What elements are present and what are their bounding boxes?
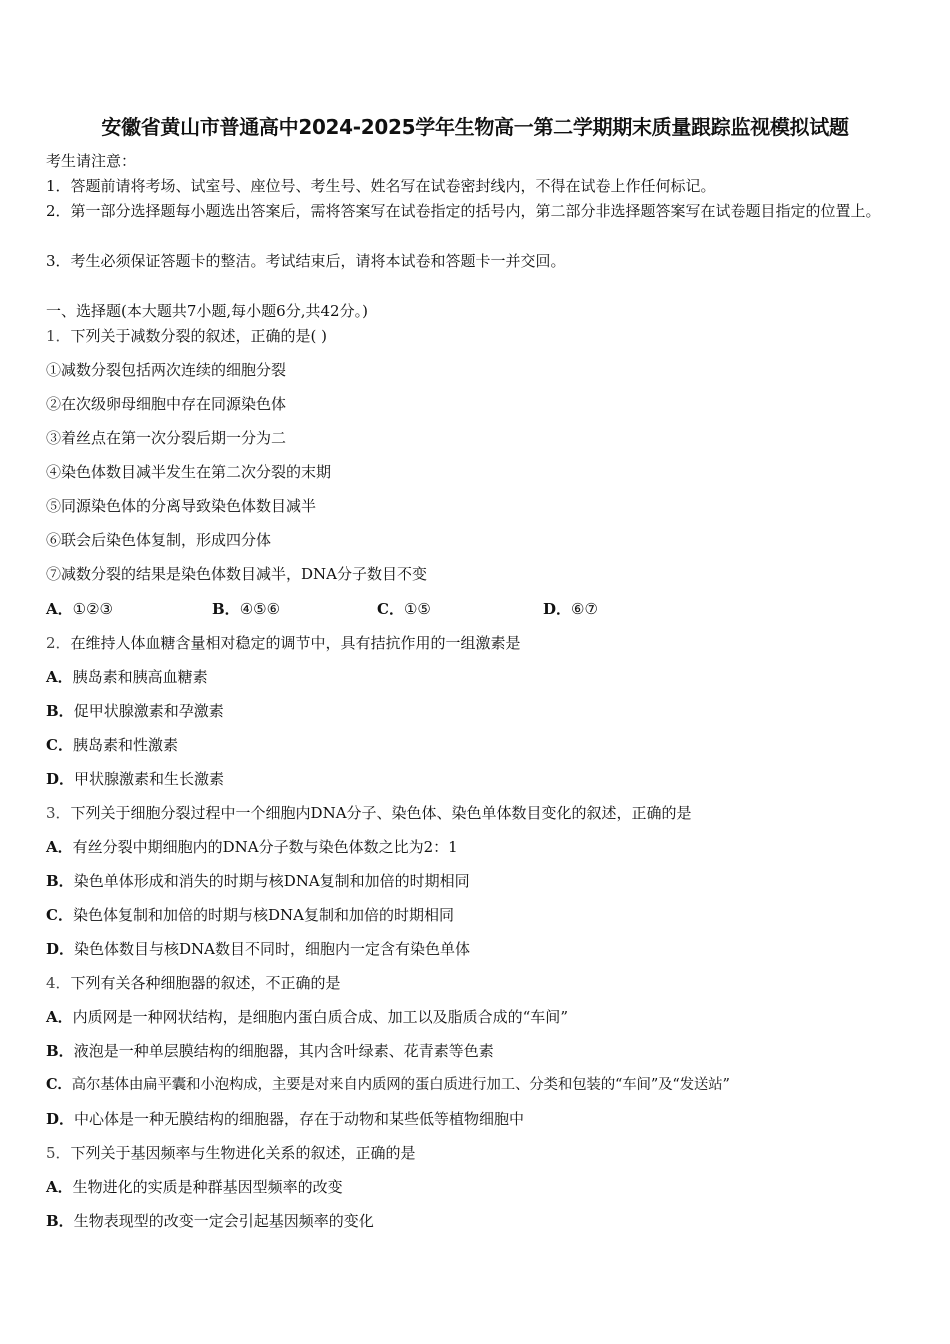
page-title: 安徽省黄山市普通高中2024-2025学年生物高一第二学期期末质量跟踪监视模拟试题 [101, 115, 849, 139]
question-number: 1． [46, 327, 71, 345]
question-4 [46, 972, 906, 994]
option-b[interactable]: B．促甲状腺激素和孕激素 [46, 702, 224, 720]
question-number: 3． [46, 804, 71, 822]
section-heading: 一、选择题(本大题共7小题,每小题6分,共42分。) [46, 302, 368, 320]
option-a[interactable]: A．有丝分裂中期细胞内的DNA分子数与染色体数之比为2：1 [46, 838, 458, 856]
statement: ③着丝点在第一次分裂后期一分为二 [46, 429, 287, 447]
option-b[interactable]: B．液泡是一种单层膜结构的细胞器，其内含叶绿素、花青素等色素 [46, 1042, 494, 1060]
question-stem: 在维持人体血糖含量相对稳定的调节中，具有拮抗作用的一组激素是 [70, 634, 521, 652]
question-2 [46, 632, 906, 654]
question-stem: 下列关于基因频率与生物进化关系的叙述，正确的是 [70, 1144, 416, 1162]
statement: ⑤同源染色体的分离导致染色体数目减半 [46, 497, 317, 515]
question-1-options [46, 598, 906, 620]
question-stem: 下列关于细胞分裂过程中一个细胞内DNA分子、染色体、染色单体数目变化的叙述，正确的是 [70, 804, 692, 822]
statement: ②在次级卵母细胞中存在同源染色体 [46, 395, 287, 413]
statement: ④染色体数目减半发生在第二次分裂的末期 [46, 463, 332, 481]
option-a[interactable]: A．内质网是一种网状结构，是细胞内蛋白质合成、加工以及脂质合成的“车间” [46, 1008, 568, 1026]
question-number: 2． [46, 634, 71, 652]
question-stem: 下列关于减数分裂的叙述，正确的是( ) [70, 327, 328, 345]
question-1 [46, 325, 906, 347]
notice-item-1: 1．答题前请将考场、试室号、座位号、考生号、姓名写在试卷密封线内，不得在试卷上作任何标记。 [46, 177, 716, 195]
option-a[interactable]: A．生物进化的实质是种群基因型频率的改变 [46, 1178, 343, 1196]
question-number: 5． [46, 1144, 71, 1162]
statement: ⑦减数分裂的结果是染色体数目减半，DNA分子数目不变 [46, 565, 427, 583]
notice-heading: 考生请注意： [46, 152, 137, 170]
question-5 [46, 1142, 906, 1164]
option-a[interactable]: A．胰岛素和胰高血糖素 [46, 668, 208, 686]
option-a[interactable]: A．①②③ [46, 600, 113, 618]
option-d[interactable]: D．甲状腺激素和生长激素 [46, 770, 225, 788]
option-b[interactable]: B．染色单体形成和消失的时期与核DNA复制和加倍的时期相同 [46, 872, 470, 890]
option-b[interactable]: B．④⑤⑥ [212, 600, 281, 618]
notice-item-3: 3．考生必须保证答题卡的整洁。考试结束后，请将本试卷和答题卡一并交回。 [46, 252, 566, 270]
option-c[interactable]: C．高尔基体由扁平囊和小泡构成，主要是对来自内质网的蛋白质进行加工、分类和包装的“车间”及“发送站” [46, 1076, 730, 1093]
option-b[interactable]: B．生物表现型的改变一定会引起基因频率的变化 [46, 1212, 374, 1230]
option-c[interactable]: C．胰岛素和性激素 [46, 736, 178, 754]
notice-item-2: 2．第一部分选择题每小题选出答案后，需将答案写在试卷指定的括号内，第二部分非选择题答案写在试卷题目指定的位置上。 [46, 202, 881, 220]
option-c[interactable]: C．①⑤ [377, 600, 431, 618]
option-c[interactable]: C．染色体复制和加倍的时期与核DNA复制和加倍的时期相同 [46, 906, 454, 924]
statement: ⑥联会后染色体复制，形成四分体 [46, 531, 272, 549]
option-d[interactable]: D．⑥⑦ [543, 600, 598, 618]
statement: ①减数分裂包括两次连续的细胞分裂 [46, 361, 287, 379]
option-d[interactable]: D．中心体是一种无膜结构的细胞器，存在于动物和某些低等植物细胞中 [46, 1110, 525, 1128]
question-number: 4． [46, 974, 71, 992]
option-d[interactable]: D．染色体数目与核DNA数目不同时，细胞内一定含有染色单体 [46, 940, 471, 958]
question-3 [46, 802, 906, 824]
question-stem: 下列有关各种细胞器的叙述，不正确的是 [70, 974, 341, 992]
